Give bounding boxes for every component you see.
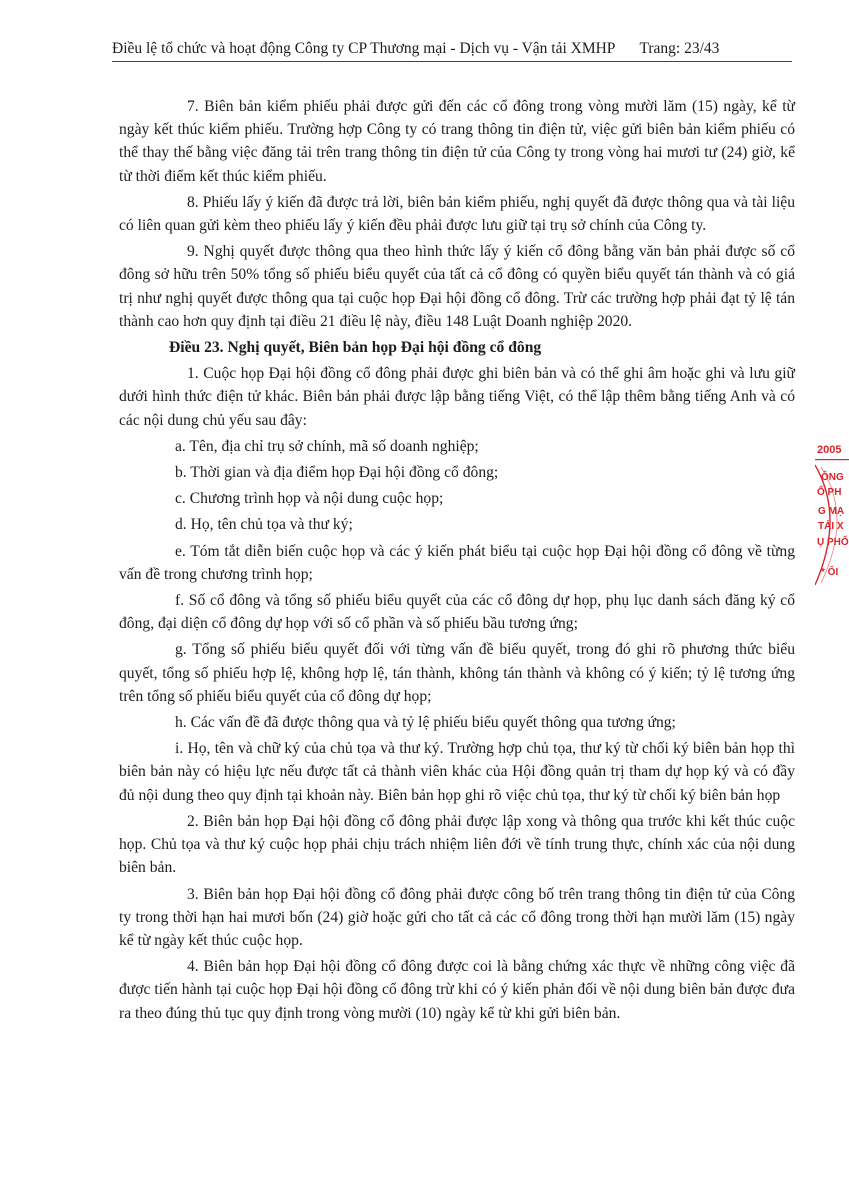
paragraph-9: 9. Nghị quyết được thông qua theo hình thức lấy ý kiến cổ đông bằng văn bản phải được số cổ đông sở hữu trên 50% tổng số phiếu biểu quyết của tất cả cổ đông có quyền biểu quyết tán thành và có giá trị như nghị quyết được thông qua tại cuộc họp Đại hội đồng cổ đông. Trừ các trường hợp phải đạt tỷ lệ tán thành cao hơn quy định tại điều 21 điều lệ này, điều 148 Luật Doanh nghiệp 2020.: [119, 243, 795, 330]
page-number: Trang: 23/43: [639, 40, 720, 57]
svg-text:* ỐI: * ỐI: [821, 567, 839, 578]
item-g: g. Tổng số phiếu biểu quyết đối với từng vấn đề biểu quyết, trong đó ghi rõ phương thức biểu quyết, tổng số phiếu hợp lệ, không hợp lệ, tán thành, không tán thành và không có ý kiến; tỷ lệ tương ứng trên tổng số phiếu biểu quyết của cổ đông dự họp;: [119, 641, 795, 705]
clause-4: 4. Biên bản họp Đại hội đồng cổ đông được coi là bằng chứng xác thực về những công việc đã được tiến hành tại cuộc họp Đại hội đồng cổ đông trừ khi có ý kiến phản đối về nội dung biên bản được đưa ra theo đúng thủ tục quy định trong vòng mười (10) ngày kể từ khi gửi biên bản.: [119, 958, 795, 1022]
paragraph-8: 8. Phiếu lấy ý kiến đã được trả lời, biên bản kiểm phiếu, nghị quyết đã được thông qua và tài liệu có liên quan gửi kèm theo phiếu lấy ý kiến đều phải được lưu giữ tại trụ sở chính của Công ty.: [119, 193, 795, 235]
item-e: e. Tóm tắt diễn biến cuộc họp và các ý kiến phát biểu tại cuộc họp Đại hội đồng cổ đông về từng vấn đề trong chương trình họp;: [119, 542, 795, 583]
document-body: [119, 95, 795, 1028]
item-d: d. Họ, tên chủ tọa và thư ký;: [175, 516, 353, 534]
svg-text:2005: 2005: [817, 444, 842, 456]
clause-1: 1. Cuộc họp Đại hội đồng cổ đông phải được ghi biên bản và có thể ghi âm hoặc ghi và lưu giữ dưới hình thức điện tử khác. Biên bản phải được lập bằng tiếng Việt, có thể lập thêm bằng tiếng Anh và có các nội dung chủ yếu sau đây:: [119, 365, 795, 429]
item-c: c. Chương trình họp và nội dung cuộc họp;: [175, 490, 444, 508]
company-seal: [815, 437, 849, 597]
item-f: f. Số cổ đông và tổng số phiếu biểu quyết của các cổ đông dự họp, phụ lục danh sách đăng ký cổ đông, đại diện cổ đông dự họp với số cổ phần và số phiếu bầu tương ứng;: [119, 592, 795, 633]
page-header: [112, 40, 792, 62]
clause-3: 3. Biên bản họp Đại hội đồng cổ đông phải được công bố trên trang thông tin điện tử của Công ty trong thời hạn hai mươi bốn (24) giờ hoặc gửi cho tất cả các cổ đông trong thời hạn mười lăm (15) ngày kể từ ngày kết thúc cuộc họp.: [119, 885, 795, 949]
svg-text:Ổ PH: Ổ PH: [817, 487, 842, 498]
svg-text:ÔNG: ÔNG: [821, 472, 844, 483]
document-title: Điều lệ tổ chức và hoạt động Công ty CP Thương mại - Dịch vụ - Vận tải XMHP: [112, 40, 616, 57]
svg-text:G MẠ: G MẠ: [818, 506, 845, 517]
svg-text:TẢI X: TẢI X: [818, 521, 844, 532]
item-b: b. Thời gian và địa điểm họp Đại hội đồng cổ đông;: [175, 464, 499, 482]
paragraph-7: 7. Biên bản kiểm phiếu phải được gửi đến các cổ đông trong vòng mười lăm (15) ngày, kể từ ngày kết thúc kiểm phiếu. Trường hợp Công ty có trang thông tin điện tử, việc gửi biên bản kiểm phiếu có thể thay thế bằng việc đăng tải trên trang thông tin điện tử của Công ty trong vòng hai mươi tư (24) giờ, kể từ thời điểm kết thúc kiểm phiếu.: [119, 98, 795, 185]
item-a: a. Tên, địa chỉ trụ sở chính, mã số doanh nghiệp;: [175, 437, 479, 455]
item-h: h. Các vấn đề đã được thông qua và tỷ lệ phiếu biểu quyết thông qua tương ứng;: [175, 714, 676, 732]
svg-text:Ụ PHỐ: Ụ PHỐ: [817, 537, 849, 548]
article-heading: Điều 23. Nghị quyết, Biên bản họp Đại hội đồng cổ đông: [169, 339, 542, 357]
item-i: i. Họ, tên và chữ ký của chủ tọa và thư ký. Trường hợp chủ tọa, thư ký từ chối ký biên bản họp thì biên bản này có hiệu lực nếu được tất cả thành viên khác của Hội đồng quản trị tham dự họp ký và có đầy đủ nội dung theo quy định tại khoản này. Biên bản họp ghi rõ việc chủ tọa, thư ký từ chối ký biên bản họp: [119, 740, 795, 804]
clause-2: 2. Biên bản họp Đại hội đồng cổ đông phải được lập xong và thông qua trước khi kết thúc cuộc họp. Chủ tọa và thư ký cuộc họp phải chịu trách nhiệm liên đới về tính trung thực, chính xác của nội dung biên bản.: [119, 812, 795, 877]
seal-graphic: [815, 437, 849, 597]
